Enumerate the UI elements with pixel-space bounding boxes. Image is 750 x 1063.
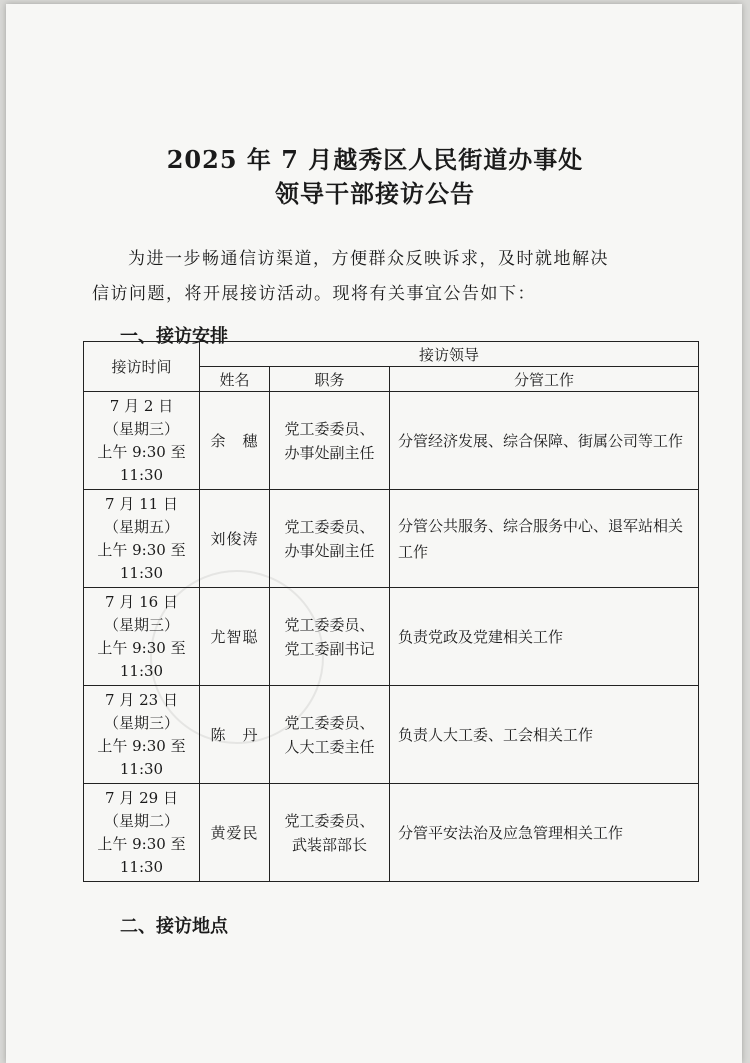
leader-responsibility: 负责党政及党建相关工作 xyxy=(390,588,699,686)
position-line-1: 党工委委员、 xyxy=(284,517,375,536)
visit-start: 上午 9:30 至 xyxy=(97,834,186,853)
header-leader: 接访领导 xyxy=(200,342,699,367)
position-line-2: 办事处副主任 xyxy=(284,541,375,560)
visit-start: 上午 9:30 至 xyxy=(97,638,186,657)
visit-end: 11:30 xyxy=(119,759,164,778)
visit-start: 上午 9:30 至 xyxy=(97,736,186,755)
document-title-line-1: 2025 年 7 月越秀区人民街道办事处 xyxy=(166,145,584,174)
header-position: 职务 xyxy=(270,367,390,392)
section-heading-location: 二、接访地点 xyxy=(120,916,228,937)
header-time: 接访时间 xyxy=(84,342,200,392)
position-line-2: 党工委副书记 xyxy=(284,639,375,658)
leader-name: 陈 丹 xyxy=(200,686,270,784)
visit-time-cell xyxy=(84,784,200,882)
visit-start: 上午 9:30 至 xyxy=(97,540,186,559)
position-line-1: 党工委委员、 xyxy=(284,713,375,732)
visit-weekday: （星期五） xyxy=(103,517,179,536)
visit-time-cell xyxy=(84,490,200,588)
visit-weekday: （星期二） xyxy=(103,811,179,830)
leader-responsibility: 分管平安法治及应急管理相关工作 xyxy=(390,784,699,882)
leader-name: 刘俊涛 xyxy=(200,490,270,588)
visit-date: 7 月 29 日 xyxy=(105,788,178,807)
visit-end: 11:30 xyxy=(119,857,164,876)
leader-responsibility: 负责人大工委、工会相关工作 xyxy=(390,686,699,784)
visit-end: 11:30 xyxy=(119,465,164,484)
header-responsibility: 分管工作 xyxy=(390,367,699,392)
visit-date: 7 月 23 日 xyxy=(105,690,178,709)
intro-line-2: 信访问题，将开展接访活动。现将有关事宜公告如下： xyxy=(92,284,536,304)
visit-weekday: （星期三） xyxy=(103,615,179,634)
visit-time-cell xyxy=(84,588,200,686)
table-row xyxy=(84,392,699,490)
position-line-1: 党工委委员、 xyxy=(284,811,375,830)
leader-position xyxy=(270,588,390,686)
leader-name: 尤智聪 xyxy=(200,588,270,686)
leader-name: 黄爱民 xyxy=(200,784,270,882)
visit-date: 7 月 16 日 xyxy=(105,592,178,611)
intro-paragraph xyxy=(92,242,672,312)
position-line-2: 武装部部长 xyxy=(291,835,367,854)
position-line-2: 办事处副主任 xyxy=(284,443,375,462)
table-header-row xyxy=(84,342,699,367)
position-line-1: 党工委委员、 xyxy=(284,419,375,438)
table-row xyxy=(84,686,699,784)
visit-end: 11:30 xyxy=(119,661,164,680)
position-line-1: 党工委委员、 xyxy=(284,615,375,634)
visit-start: 上午 9:30 至 xyxy=(97,442,186,461)
intro-line-1: 为进一步畅通信访渠道，方便群众反映诉求，及时就地解决 xyxy=(128,249,609,269)
visit-time-cell xyxy=(84,392,200,490)
position-line-2: 人大工委主任 xyxy=(284,737,375,756)
leader-responsibility: 分管公共服务、综合服务中心、退军站相关工作 xyxy=(390,490,699,588)
table-row xyxy=(84,490,699,588)
section-heading-arrangement: 一、接访安排 xyxy=(120,326,228,347)
leader-responsibility: 分管经济发展、综合保障、街属公司等工作 xyxy=(390,392,699,490)
visit-date: 7 月 11 日 xyxy=(105,494,178,513)
document-title-line-2: 领导干部接访公告 xyxy=(275,179,475,208)
visit-end: 11:30 xyxy=(119,563,164,582)
visit-schedule-table xyxy=(83,341,699,882)
visit-date: 7 月 2 日 xyxy=(109,396,174,415)
visit-weekday: （星期三） xyxy=(103,419,179,438)
leader-position xyxy=(270,392,390,490)
header-name: 姓名 xyxy=(200,367,270,392)
leader-position xyxy=(270,490,390,588)
table-row xyxy=(84,588,699,686)
leader-name: 余 穗 xyxy=(200,392,270,490)
table-row xyxy=(84,784,699,882)
leader-position xyxy=(270,784,390,882)
leader-position xyxy=(270,686,390,784)
visit-weekday: （星期三） xyxy=(103,713,179,732)
visit-time-cell xyxy=(84,686,200,784)
